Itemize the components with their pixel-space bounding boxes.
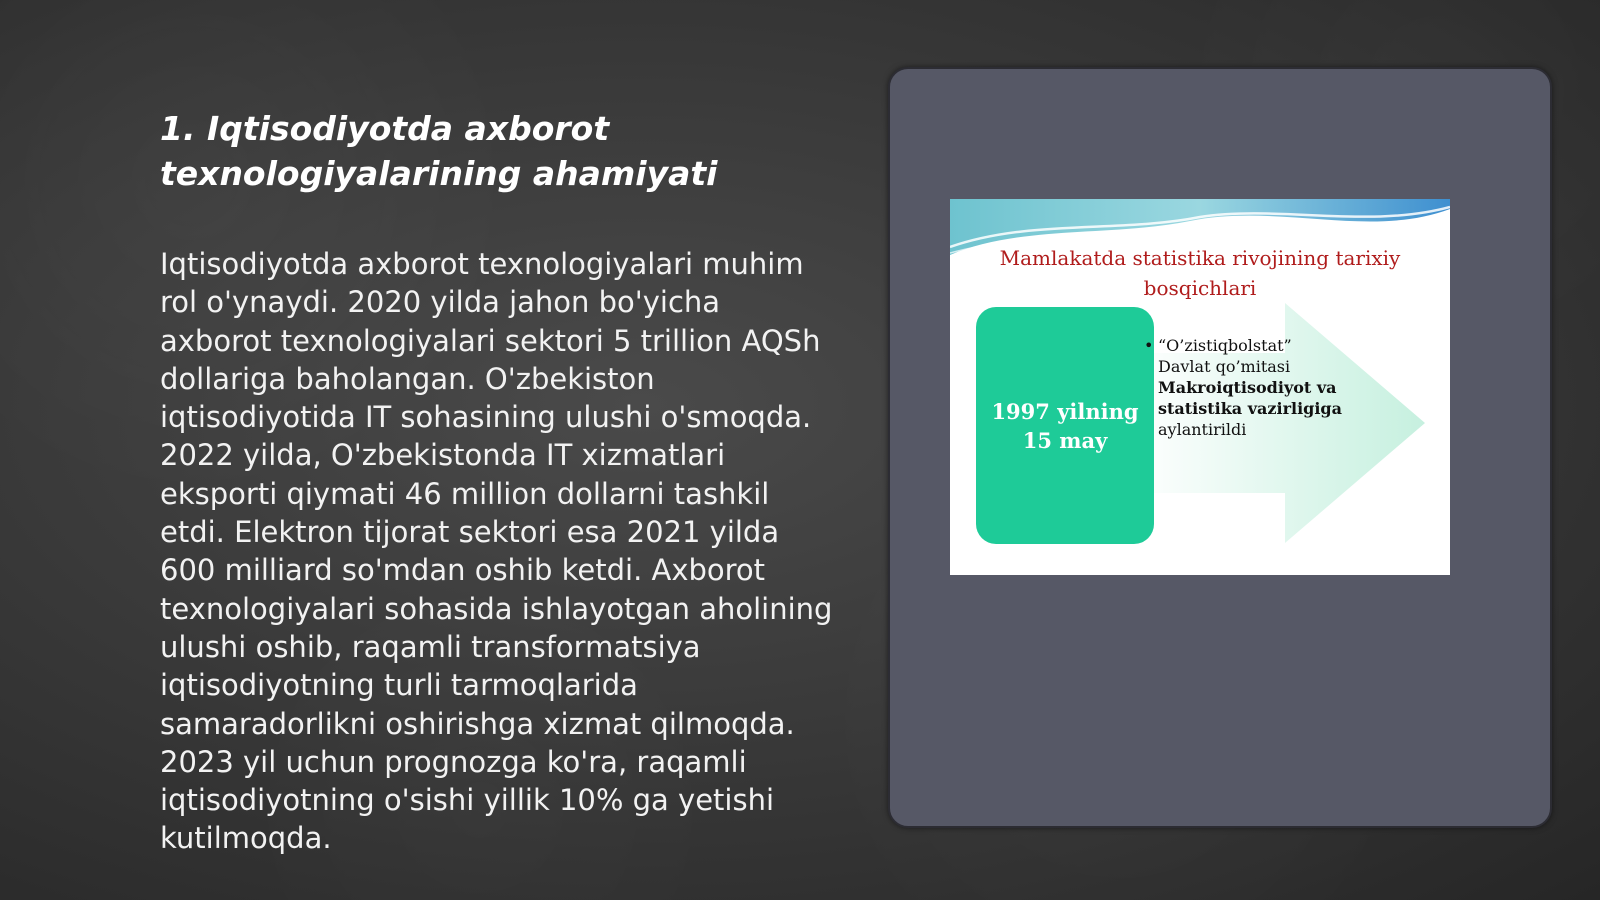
embedded-slide-image bbox=[950, 199, 1450, 575]
embedded-slide-title: Mamlakatda statistika rivojining tarixiy bosqichlari bbox=[999, 246, 1401, 300]
bullet-line-1: “O’zistiqbolstat” bbox=[1158, 336, 1292, 355]
slide-body-text: Iqtisodiyotda axborot texnologiyalari muhim rol o'ynaydi. 2020 yilda jahon bo'yicha axborot texnologiyalari sektori 5 trillion AQSh dollariga baholangan. O'zbekiston iqtisodiyotida IT sohasining ulushi o'smoqda. 2022 yilda, O'zbekistonda IT xizmatlari eksporti qiymati 46 million dollarni tashkil etdi. Elektron tijorat sektori esa 2021 yilda 600 milliard so'mdan oshib ketdi. Axborot texnologiyalari sohasida ishlayotgan aholining ulushi oshib, raqamli transformatsiya iqtisodiyotning turli tarmoqlarida samaradorlikni oshirishga xizmat qilmoqda. 2023 yil uchun prognozga ko'ra, raqamli iqtisodiyotning o'sishi yillik 10% ga yetishi kutilmoqda. bbox=[160, 247, 833, 856]
bullet-bold-text: Makroiqtisodiyot va statistika vazirligiga bbox=[1158, 378, 1342, 418]
bullet-line-2: Davlat qo’mitasi bbox=[1158, 357, 1291, 376]
date-label: 1997 yilning 15 may bbox=[991, 398, 1139, 453]
bullet-line-3: aylantirildi bbox=[1158, 420, 1247, 439]
slide-heading: 1. Iqtisodiyotda axborot texnologiyalarining ahamiyati bbox=[160, 109, 718, 193]
bullet-item bbox=[1144, 335, 1358, 440]
bullet-marker: • bbox=[1144, 336, 1154, 355]
date-box bbox=[976, 307, 1154, 544]
